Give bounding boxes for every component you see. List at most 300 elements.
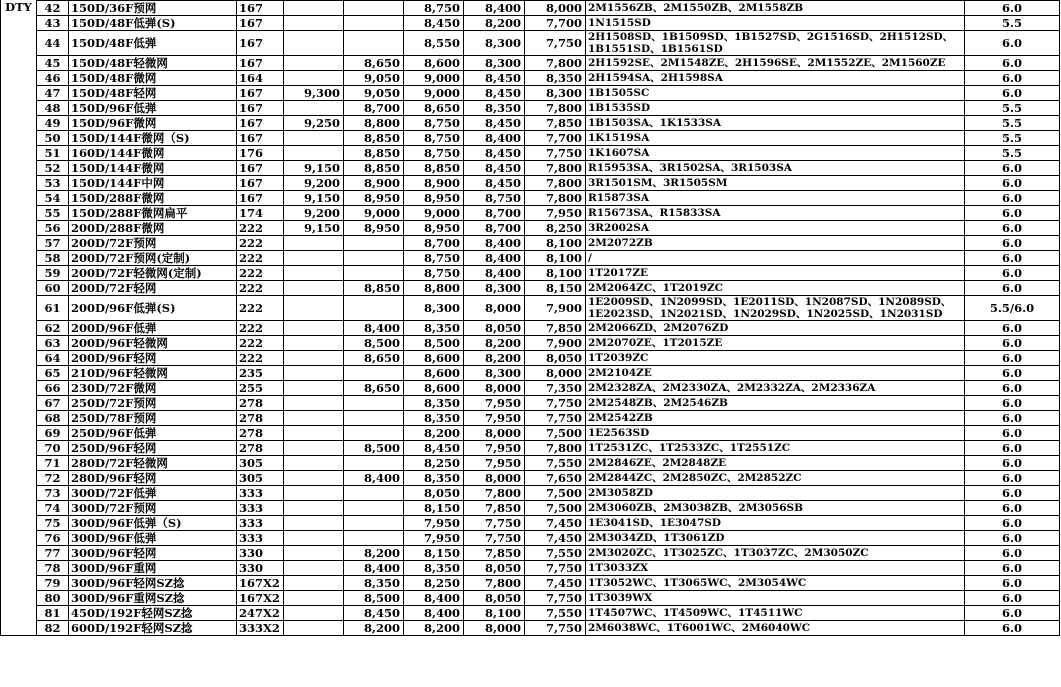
- twist-cell: 5.5/6.0: [965, 296, 1060, 321]
- price-cell-1: [284, 321, 344, 336]
- spec-cell: 300D/72F预网: [69, 501, 237, 516]
- spec-cell: 250D/96F低弹: [69, 426, 237, 441]
- price-cell-4: 7,950: [464, 441, 525, 456]
- price-cell-1: [284, 266, 344, 281]
- price-cell-4: 8,000: [464, 471, 525, 486]
- price-cell-5: 7,550: [525, 606, 586, 621]
- row-number: 65: [37, 366, 69, 381]
- denier-cell: 222: [237, 221, 284, 236]
- spec-cell: 150D/36F预网: [69, 1, 237, 16]
- twist-cell: 6.0: [965, 576, 1060, 591]
- table-row: [1, 251, 1060, 266]
- price-cell-2: [344, 1, 404, 16]
- price-cell-3: 8,350: [404, 471, 464, 486]
- price-cell-1: [284, 1, 344, 16]
- denier-cell: 167: [237, 131, 284, 146]
- row-number: 73: [37, 486, 69, 501]
- twist-cell: 6.0: [965, 381, 1060, 396]
- spec-cell: 200D/72F预网: [69, 236, 237, 251]
- price-cell-4: 8,400: [464, 1, 525, 16]
- price-cell-3: 8,150: [404, 546, 464, 561]
- price-cell-3: 8,350: [404, 561, 464, 576]
- price-cell-4: 8,700: [464, 206, 525, 221]
- codes-cell: 3R2002SA: [586, 221, 965, 236]
- codes-cell: 2M2548ZB、2M2546ZB: [586, 396, 965, 411]
- denier-cell: 222: [237, 336, 284, 351]
- codes-cell: 1T4507WC、1T4509WC、1T4511WC: [586, 606, 965, 621]
- price-cell-5: 7,850: [525, 116, 586, 131]
- price-cell-5: 7,500: [525, 426, 586, 441]
- denier-cell: 222: [237, 351, 284, 366]
- row-number: 63: [37, 336, 69, 351]
- codes-cell: 2M3034ZD、1T3061ZD: [586, 531, 965, 546]
- price-cell-2: 8,850: [344, 281, 404, 296]
- table-row: [1, 336, 1060, 351]
- spec-cell: 230D/72F微网: [69, 381, 237, 396]
- denier-cell: 167: [237, 31, 284, 56]
- price-cell-3: 8,200: [404, 426, 464, 441]
- price-cell-2: 8,850: [344, 146, 404, 161]
- twist-cell: 6.0: [965, 86, 1060, 101]
- price-cell-1: [284, 101, 344, 116]
- codes-cell: 1T3033ZX: [586, 561, 965, 576]
- price-cell-5: 7,900: [525, 296, 586, 321]
- twist-cell: 5.5: [965, 131, 1060, 146]
- price-cell-2: 8,950: [344, 221, 404, 236]
- price-cell-5: 7,500: [525, 501, 586, 516]
- price-cell-1: [284, 546, 344, 561]
- price-cell-4: 8,000: [464, 426, 525, 441]
- price-cell-1: [284, 131, 344, 146]
- codes-cell: 3R1501SM、3R1505SM: [586, 176, 965, 191]
- price-cell-4: 8,300: [464, 31, 525, 56]
- denier-cell: 278: [237, 426, 284, 441]
- spec-cell: 200D/96F低弹(S): [69, 296, 237, 321]
- denier-cell: 167X2: [237, 591, 284, 606]
- price-cell-4: 8,300: [464, 281, 525, 296]
- price-cell-1: 9,150: [284, 221, 344, 236]
- codes-cell: 2M2066ZD、2M2076ZD: [586, 321, 965, 336]
- twist-cell: 6.0: [965, 411, 1060, 426]
- table-row: [1, 131, 1060, 146]
- price-cell-5: 8,300: [525, 86, 586, 101]
- row-number: 69: [37, 426, 69, 441]
- price-cell-2: [344, 456, 404, 471]
- twist-cell: 6.0: [965, 351, 1060, 366]
- row-number: 51: [37, 146, 69, 161]
- price-cell-3: 7,950: [404, 531, 464, 546]
- price-cell-1: [284, 516, 344, 531]
- price-cell-4: 8,000: [464, 621, 525, 636]
- category-label: DTY: [5, 0, 32, 14]
- price-cell-1: [284, 471, 344, 486]
- spec-cell: 210D/96F轻微网: [69, 366, 237, 381]
- spec-cell: 200D/96F轻微网: [69, 336, 237, 351]
- price-cell-4: 8,300: [464, 366, 525, 381]
- spec-cell: 200D/96F轻网: [69, 351, 237, 366]
- table-row: [1, 206, 1060, 221]
- price-cell-2: 8,500: [344, 336, 404, 351]
- row-number: 48: [37, 101, 69, 116]
- twist-cell: 6.0: [965, 251, 1060, 266]
- price-cell-3: 8,450: [404, 441, 464, 456]
- price-cell-3: 8,250: [404, 456, 464, 471]
- codes-cell: R15873SA: [586, 191, 965, 206]
- denier-cell: 235: [237, 366, 284, 381]
- price-cell-5: 7,750: [525, 591, 586, 606]
- price-cell-1: [284, 236, 344, 251]
- row-number: 79: [37, 576, 69, 591]
- price-cell-2: [344, 236, 404, 251]
- price-cell-5: 8,050: [525, 351, 586, 366]
- row-number: 53: [37, 176, 69, 191]
- price-cell-2: 8,500: [344, 591, 404, 606]
- price-cell-2: [344, 31, 404, 56]
- price-cell-2: 8,650: [344, 381, 404, 396]
- table-row: [1, 116, 1060, 131]
- twist-cell: 6.0: [965, 606, 1060, 621]
- price-cell-5: 7,450: [525, 531, 586, 546]
- table-row: [1, 221, 1060, 236]
- table-row: [1, 236, 1060, 251]
- price-cell-3: 8,750: [404, 266, 464, 281]
- price-cell-4: 8,400: [464, 266, 525, 281]
- price-cell-2: 8,200: [344, 546, 404, 561]
- table-row: [1, 486, 1060, 501]
- twist-cell: 6.0: [965, 321, 1060, 336]
- table-row: [1, 621, 1060, 636]
- codes-cell: 1B1505SC: [586, 86, 965, 101]
- price-cell-5: 8,250: [525, 221, 586, 236]
- twist-cell: 6.0: [965, 221, 1060, 236]
- price-cell-4: 8,450: [464, 161, 525, 176]
- codes-cell: 1E3041SD、1E3047SD: [586, 516, 965, 531]
- codes-cell: 2M2070ZE、1T2015ZE: [586, 336, 965, 351]
- price-cell-4: 8,750: [464, 191, 525, 206]
- price-cell-1: [284, 606, 344, 621]
- price-cell-4: 8,450: [464, 146, 525, 161]
- price-cell-2: 8,500: [344, 441, 404, 456]
- spec-cell: 150D/48F低弹(S): [69, 16, 237, 31]
- table-row: [1, 31, 1060, 56]
- price-cell-3: 8,350: [404, 411, 464, 426]
- spec-cell: 150D/144F微网: [69, 161, 237, 176]
- codes-cell: 2M2104ZE: [586, 366, 965, 381]
- price-cell-2: 8,400: [344, 471, 404, 486]
- price-cell-3: 7,950: [404, 516, 464, 531]
- table-row: [1, 176, 1060, 191]
- price-cell-4: 7,800: [464, 576, 525, 591]
- price-cell-1: 9,200: [284, 206, 344, 221]
- row-number: 58: [37, 251, 69, 266]
- price-cell-5: 7,850: [525, 321, 586, 336]
- twist-cell: 6.0: [965, 366, 1060, 381]
- denier-cell: 167: [237, 56, 284, 71]
- twist-cell: 6.0: [965, 266, 1060, 281]
- price-cell-2: [344, 486, 404, 501]
- price-cell-5: 7,950: [525, 206, 586, 221]
- twist-cell: 6.0: [965, 1, 1060, 16]
- price-cell-4: 7,850: [464, 546, 525, 561]
- spec-cell: 200D/96F低弹: [69, 321, 237, 336]
- spec-cell: 150D/48F微网: [69, 71, 237, 86]
- price-cell-4: 7,950: [464, 396, 525, 411]
- denier-cell: 167: [237, 161, 284, 176]
- twist-cell: 5.5: [965, 16, 1060, 31]
- codes-cell: 2M3020ZC、1T3025ZC、1T3037ZC、2M3050ZC: [586, 546, 965, 561]
- denier-cell: 167: [237, 176, 284, 191]
- price-cell-3: 8,850: [404, 161, 464, 176]
- price-cell-2: 8,700: [344, 101, 404, 116]
- price-cell-5: 7,650: [525, 471, 586, 486]
- price-cell-2: 8,850: [344, 161, 404, 176]
- denier-cell: 247X2: [237, 606, 284, 621]
- row-number: 80: [37, 591, 69, 606]
- twist-cell: 6.0: [965, 281, 1060, 296]
- twist-cell: 6.0: [965, 621, 1060, 636]
- denier-cell: 305: [237, 471, 284, 486]
- price-cell-2: [344, 266, 404, 281]
- price-cell-2: 8,850: [344, 131, 404, 146]
- price-cell-2: [344, 366, 404, 381]
- row-number: 50: [37, 131, 69, 146]
- row-number: 64: [37, 351, 69, 366]
- spec-cell: 150D/144F微网（S): [69, 131, 237, 146]
- codes-cell: 1T2039ZC: [586, 351, 965, 366]
- codes-cell: 2H1508SD、1B1509SD、1B1527SD、2G1516SD、2H1512SD、1B1551SD、1B1561SD: [586, 31, 965, 56]
- twist-cell: 6.0: [965, 471, 1060, 486]
- row-number: 67: [37, 396, 69, 411]
- codes-cell: 2M3058ZD: [586, 486, 965, 501]
- twist-cell: 6.0: [965, 516, 1060, 531]
- spec-cell: 250D/78F预网: [69, 411, 237, 426]
- price-cell-1: [284, 531, 344, 546]
- price-cell-2: [344, 396, 404, 411]
- spec-cell: 150D/144F中网: [69, 176, 237, 191]
- table-row: [1, 281, 1060, 296]
- twist-cell: 6.0: [965, 441, 1060, 456]
- price-cell-4: 7,800: [464, 486, 525, 501]
- twist-cell: 6.0: [965, 396, 1060, 411]
- spec-cell: 200D/288F微网: [69, 221, 237, 236]
- price-cell-2: [344, 531, 404, 546]
- spec-cell: 600D/192F轻网SZ捻: [69, 621, 237, 636]
- price-cell-5: 7,750: [525, 411, 586, 426]
- spec-cell: 300D/96F轻网SZ捻: [69, 576, 237, 591]
- spec-cell: 250D/96F轻网: [69, 441, 237, 456]
- codes-cell: R15673SA、R15833SA: [586, 206, 965, 221]
- price-cell-1: [284, 501, 344, 516]
- price-cell-1: [284, 146, 344, 161]
- denier-cell: 222: [237, 266, 284, 281]
- price-cell-5: 7,750: [525, 146, 586, 161]
- price-cell-5: 7,800: [525, 441, 586, 456]
- denier-cell: 255: [237, 381, 284, 396]
- price-cell-1: 9,150: [284, 191, 344, 206]
- row-number: 61: [37, 296, 69, 321]
- price-cell-1: [284, 561, 344, 576]
- price-cell-5: 7,900: [525, 336, 586, 351]
- spec-cell: 300D/96F低弹（S): [69, 516, 237, 531]
- price-cell-5: 7,800: [525, 176, 586, 191]
- price-cell-1: 9,200: [284, 176, 344, 191]
- price-cell-2: [344, 296, 404, 321]
- codes-cell: 1B1503SA、1K1533SA: [586, 116, 965, 131]
- price-cell-5: 8,100: [525, 266, 586, 281]
- price-cell-4: 8,200: [464, 16, 525, 31]
- twist-cell: 5.5: [965, 101, 1060, 116]
- price-cell-2: [344, 501, 404, 516]
- table-row: [1, 296, 1060, 321]
- row-number: 59: [37, 266, 69, 281]
- twist-cell: 5.5: [965, 146, 1060, 161]
- codes-cell: 2M6038WC、1T6001WC、2M6040WC: [586, 621, 965, 636]
- denier-cell: 330: [237, 546, 284, 561]
- denier-cell: 333: [237, 531, 284, 546]
- spec-cell: 150D/48F轻网: [69, 86, 237, 101]
- denier-cell: 167: [237, 16, 284, 31]
- price-cell-5: 7,800: [525, 101, 586, 116]
- price-cell-2: 8,900: [344, 176, 404, 191]
- price-cell-3: 8,250: [404, 576, 464, 591]
- price-cell-1: [284, 71, 344, 86]
- price-cell-1: [284, 411, 344, 426]
- price-cell-2: [344, 426, 404, 441]
- codes-cell: 1E2563SD: [586, 426, 965, 441]
- codes-cell: /: [586, 251, 965, 266]
- codes-cell: 2H1592SE、2M1548ZE、2H1596SE、2M1552ZE、2M1560ZE: [586, 56, 965, 71]
- twist-cell: 6.0: [965, 161, 1060, 176]
- row-number: 76: [37, 531, 69, 546]
- price-cell-4: 8,450: [464, 86, 525, 101]
- row-number: 72: [37, 471, 69, 486]
- price-cell-3: 8,950: [404, 221, 464, 236]
- price-cell-3: 8,700: [404, 236, 464, 251]
- price-cell-5: 7,450: [525, 576, 586, 591]
- price-cell-3: 9,000: [404, 71, 464, 86]
- row-number: 54: [37, 191, 69, 206]
- price-cell-5: 7,750: [525, 396, 586, 411]
- price-cell-3: 9,000: [404, 206, 464, 221]
- denier-cell: 333X2: [237, 621, 284, 636]
- price-cell-5: 7,750: [525, 621, 586, 636]
- price-cell-4: 8,350: [464, 101, 525, 116]
- price-cell-3: 8,550: [404, 31, 464, 56]
- price-cell-3: 8,150: [404, 501, 464, 516]
- table-row: [1, 161, 1060, 176]
- price-cell-3: 8,400: [404, 591, 464, 606]
- spec-cell: 200D/72F预网(定制): [69, 251, 237, 266]
- table-row: [1, 381, 1060, 396]
- price-cell-4: 7,750: [464, 531, 525, 546]
- price-cell-4: 8,450: [464, 116, 525, 131]
- spec-cell: 250D/72F预网: [69, 396, 237, 411]
- price-cell-5: 7,750: [525, 31, 586, 56]
- price-cell-1: [284, 591, 344, 606]
- price-cell-4: 8,050: [464, 561, 525, 576]
- category-cell: [1, 0, 37, 636]
- price-cell-4: 8,200: [464, 351, 525, 366]
- price-cell-1: [284, 16, 344, 31]
- spec-cell: 300D/96F低弹: [69, 531, 237, 546]
- denier-cell: 176: [237, 146, 284, 161]
- row-number: 68: [37, 411, 69, 426]
- row-number: 52: [37, 161, 69, 176]
- price-cell-5: 8,000: [525, 366, 586, 381]
- codes-cell: 2M2064ZC、1T2019ZC: [586, 281, 965, 296]
- price-cell-5: 8,150: [525, 281, 586, 296]
- price-cell-2: 8,450: [344, 606, 404, 621]
- table-row: [1, 396, 1060, 411]
- table-row: [1, 531, 1060, 546]
- price-cell-4: 8,100: [464, 606, 525, 621]
- table-row: [1, 576, 1060, 591]
- price-cell-3: 8,950: [404, 191, 464, 206]
- price-cell-1: [284, 426, 344, 441]
- codes-cell: 2M2328ZA、2M2330ZA、2M2332ZA、2M2336ZA: [586, 381, 965, 396]
- price-cell-4: 8,700: [464, 221, 525, 236]
- table-row: [1, 546, 1060, 561]
- table-row: [1, 591, 1060, 606]
- spec-cell: 200D/72F轻网: [69, 281, 237, 296]
- spec-cell: 300D/96F重网SZ捻: [69, 591, 237, 606]
- spec-cell: 150D/48F轻微网: [69, 56, 237, 71]
- price-cell-5: 8,100: [525, 251, 586, 266]
- table-row: [1, 501, 1060, 516]
- codes-cell: 2M3060ZB、2M3038ZB、2M3056SB: [586, 501, 965, 516]
- price-cell-4: 8,400: [464, 131, 525, 146]
- price-cell-3: 8,750: [404, 116, 464, 131]
- price-cell-4: 8,450: [464, 176, 525, 191]
- codes-cell: 2H1594SA、2H1598SA: [586, 71, 965, 86]
- table-row: [1, 411, 1060, 426]
- table-row: [1, 426, 1060, 441]
- price-cell-1: [284, 251, 344, 266]
- row-number: 81: [37, 606, 69, 621]
- price-cell-3: 8,750: [404, 251, 464, 266]
- price-cell-2: [344, 16, 404, 31]
- table-row: [1, 1, 1060, 16]
- codes-cell: 2M2846ZE、2M2848ZE: [586, 456, 965, 471]
- row-number: 60: [37, 281, 69, 296]
- row-number: 43: [37, 16, 69, 31]
- price-cell-5: 7,450: [525, 516, 586, 531]
- price-cell-3: 8,600: [404, 351, 464, 366]
- price-cell-1: [284, 31, 344, 56]
- table-row: [1, 191, 1060, 206]
- price-cell-1: [284, 336, 344, 351]
- price-cell-4: 8,400: [464, 236, 525, 251]
- table-row: [1, 366, 1060, 381]
- price-cell-3: 8,750: [404, 131, 464, 146]
- denier-cell: 222: [237, 251, 284, 266]
- table-row: [1, 456, 1060, 471]
- denier-cell: 167: [237, 191, 284, 206]
- codes-cell: 1E2009SD、1N2099SD、1E2011SD、1N2087SD、1N2089SD、1E2023SD、1N2021SD、1N2029SD、1N2025SD、1N2031SD: [586, 296, 965, 321]
- denier-cell: 167: [237, 101, 284, 116]
- price-cell-3: 8,600: [404, 381, 464, 396]
- row-number: 71: [37, 456, 69, 471]
- row-number: 62: [37, 321, 69, 336]
- price-cell-5: 7,550: [525, 546, 586, 561]
- denier-cell: 333: [237, 486, 284, 501]
- table-row: [1, 16, 1060, 31]
- price-cell-4: 8,050: [464, 591, 525, 606]
- codes-cell: 1N1515SD: [586, 16, 965, 31]
- denier-cell: 167: [237, 116, 284, 131]
- twist-cell: 5.5: [965, 116, 1060, 131]
- price-cell-3: 8,750: [404, 146, 464, 161]
